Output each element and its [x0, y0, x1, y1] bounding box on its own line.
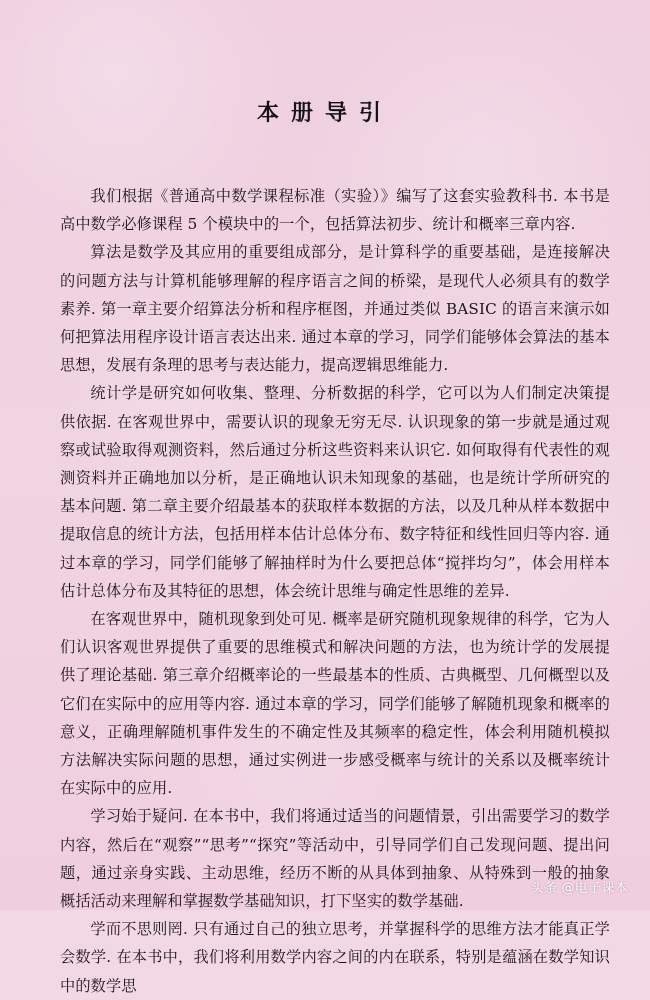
watermark: 头条 @电子课本	[530, 881, 628, 896]
body-text	[60, 182, 610, 1000]
paragraph-6: 学而不思则罔. 只有通过自己的独立思考，并掌握科学的思维方法才能真正学会数学. 在本书中，我们将利用数学内容之间的内在联系，特别是蕴涵在数学知识中的数学思	[60, 920, 610, 995]
paragraph-5: 学习始于疑问. 在本书中，我们将通过适当的问题情景，引出需要学习的数学内容，然后在“观察”“思考”“探究”等活动中，引导同学们自己发现问题、提出问题，通过亲身实践、主动思维，经历不断的从具体到抽象、从特殊到一般的抽象概括活动来理解和掌握数学基础知识，打下坚实的数学基础.	[60, 807, 610, 911]
paragraph-1: 我们根据《普通高中数学课程标准（实验）》编写了这套实验教科书. 本书是高中数学必修课程 5 个模块中的一个，包括算法初步、统计和概率三章内容.	[60, 187, 610, 234]
paragraph-2: 算法是数学及其应用的重要组成部分，是计算科学的重要基础，是连接解决的问题方法与计算机能够理解的程序语言之间的桥梁，是现代人必须具有的数学素养. 第一章主要介绍算法分析和程序框图，并通过类似 BASIC 的语言来演示如何把算法用程序设计语言表达出来. 通过本章的学习，同学们能够体会算法的基本思想，发展有条理的思考与表达能力，提高逻辑思维能力.	[60, 243, 610, 375]
paragraph-3: 统计学是研究如何收集、整理、分析数据的科学，它可以为人们制定决策提供依据. 在客观世界中，需要认识的现象无穷无尽. 认识现象的第一步就是通过观察或试验取得观测资料，然后通过分析这些资料来认识它. 如何取得有代表性的观测资料并正确地加以分析，是正确地认识未知现象的基础，也是统计学所研究的基本问题. 第二章主要介绍最基本的获取样本数据的方法，以及几种从样本数据中提取信息的统计方法，包括用样本估计总体分布、数字特征和线性回归等内容. 通过本章的学习，同学们能够了解抽样时为什么要把总体“搅拌均匀”，体会用样本估计总体分布及其特征的思想，体会统计思维与确定性思维的差异.	[60, 384, 610, 600]
page-title: 本册导引	[256, 101, 393, 126]
paragraph-4: 在客观世界中，随机现象到处可见. 概率是研究随机现象规律的科学，它为人们认识客观世界提供了重要的思维模式和解决问题的方法，也为统计学的发展提供了理论基础. 第三章介绍概率论的一些最基本的性质、古典概型、几何概型以及它们在实际中的应用等内容. 通过本章的学习，同学们能够了解随机现象和概率的意义，正确理解随机事件发生的不确定性及其频率的稳定性，体会利用随机模拟方法解决实际问题的思想，通过实例进一步感受概率与统计的关系以及概率统计在实际中的应用.	[60, 610, 610, 798]
